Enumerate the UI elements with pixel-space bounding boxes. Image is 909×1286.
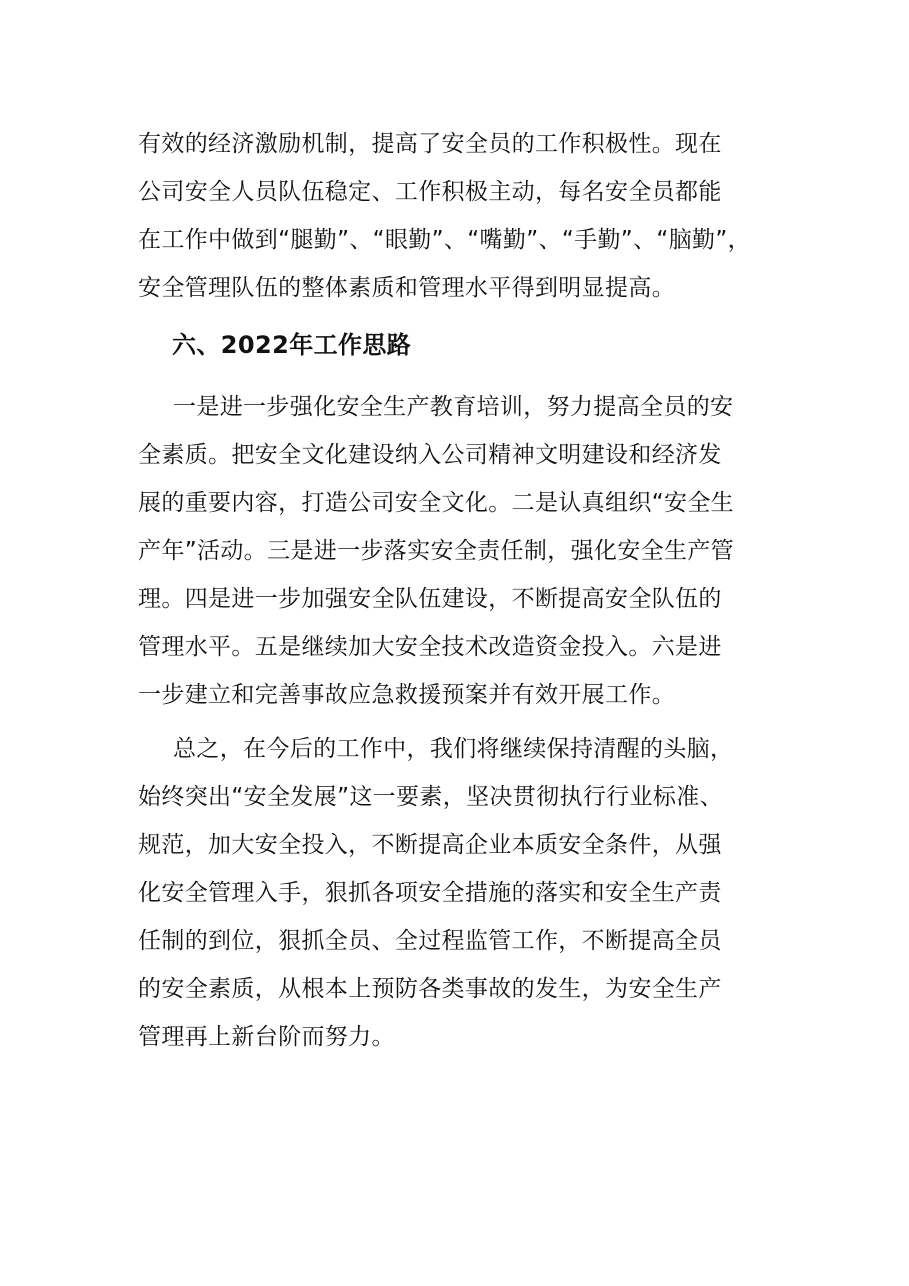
text-line: 产年”活动。三是进一步落实安全责任制，强化安全生产管	[138, 538, 735, 564]
section-heading: 六、2022年工作思路	[172, 331, 412, 359]
text-line: 在工作中做到“腿勤”、“眼勤”、“嘴勤”、“手勤”、“脑勤”，	[138, 227, 752, 253]
text-line: 的安全素质，从根本上预防各类事故的发生，为安全生产	[138, 976, 722, 1002]
text-line: 管理再上新台阶而努力。	[138, 1024, 395, 1050]
paragraph-incentive-results	[138, 120, 778, 312]
text-line: 展的重要内容，打造公司安全文化。二是认真组织“安全生	[138, 490, 735, 516]
text-line: 一步建立和完善事故应急救援预案并有效开展工作。	[138, 682, 676, 708]
text-line: 一是进一步强化安全生产教育培训，努力提高全员的安	[173, 394, 734, 420]
text-line: 总之，在今后的工作中，我们将继续保持清醒的头脑，	[173, 736, 734, 762]
paragraph-conclusion	[138, 725, 778, 1061]
text-line: 全素质。把安全文化建设纳入公司精神文明建设和经济发	[138, 442, 722, 468]
text-line: 规范，加大安全投入，不断提高企业本质安全条件，从强	[138, 832, 722, 858]
text-line: 公司安全人员队伍稳定、工作积极主动，每名安全员都能	[138, 179, 722, 205]
text-line: 有效的经济激励机制，提高了安全员的工作积极性。现在	[138, 131, 722, 157]
text-line: 始终突出“安全发展”这一要素，坚决贯彻执行行业标准、	[138, 784, 723, 810]
paragraph-work-plan	[138, 383, 778, 719]
text-line: 管理水平。五是继续加大安全技术改造资金投入。六是进	[138, 634, 722, 660]
text-line: 理。四是进一步加强安全队伍建设，不断提高安全队伍的	[138, 586, 722, 612]
text-line: 任制的到位，狠抓全员、全过程监管工作，不断提高全员	[138, 928, 722, 954]
text-line: 化安全管理入手，狠抓各项安全措施的落实和安全生产责	[138, 880, 722, 906]
text-line: 安全管理队伍的整体素质和管理水平得到明显提高。	[138, 275, 676, 301]
